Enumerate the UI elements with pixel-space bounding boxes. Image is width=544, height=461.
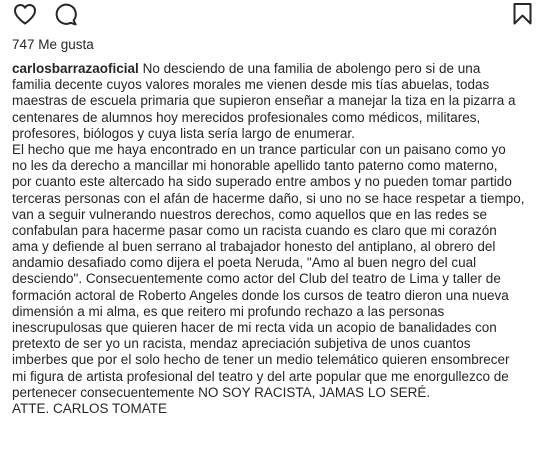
username-link[interactable]: carlosbarrazaoficial [12,61,139,76]
caption-line: van a seguir vulnerando nuestros derechos, como aquellos que en las redes se [12,206,488,222]
caption-line: pertenecer consecuentemente NO SOY RACISTA, JAMAS LO SERÉ. [12,384,431,400]
caption-line: mi figura de artista profesional del teatro y del arte popular que me enorgullezco de [12,368,509,384]
caption-text: No desciendo de una familia de abolengo pero si de una [138,61,481,76]
caption-line: familia decente cuyos valores morales me vienen desde mis tías abuelas, todas [12,77,490,93]
caption-line: pretexto de ser yo un racista, mendaz apreciación subjetiva de unos cuantos [12,336,471,352]
caption-line: dimensión a mi alma, es que reitero mi profundo rechazo a las personas [12,303,445,319]
caption-line: desciendo". Consecuentemente como actor del Club del teatro de Lima y taller de [12,271,501,287]
caption-line: formación actoral de Roberto Angeles donde los cursos de teatro dieron una nueva [12,287,509,303]
caption-line: El hecho que me haya encontrado en un trance particular con un paisano como yo [12,141,506,157]
caption-signature: ATTE. CARLOS TOMATE [12,400,168,416]
caption-line: maestras de escuela primaria que supieron enseñar a manejar la tiza en la pizarra a [12,93,516,109]
caption-line: confabulan para hacerme pasar como un racista cuando es claro que mi corazón [12,222,497,238]
like-count[interactable]: 747 Me gusta [12,37,94,52]
caption-line: no les da derecho a mancillar mi honorable apellido tanto paterno como materno, [12,158,498,174]
caption-line: inescrupulosas que quieren hacer de mi recta vida un acopio de banalidades con [12,320,497,335]
caption-line: imberbes que por el solo hecho de tener un medio telemático quieren ensombrecer [12,352,510,368]
caption-line: ama y defiende al buen serrano al trabajador honesto del antiplano, al obrero del [12,239,496,255]
caption-line: terceras personas con el afán de hacerme daño, si uno no se hace respetar a tiempo, [12,190,525,206]
caption-line: profesores, biólogos y cuya lista sería largo de enumerar. [12,125,355,141]
heart-icon[interactable] [12,1,38,27]
comment-bubble-icon[interactable] [53,1,79,27]
bookmark-icon[interactable] [510,1,536,27]
caption-line: centenares de alumnos hoy merecidos profesionales como médicos, militares, [12,109,481,125]
caption-line: por cuanto este altercado ha sido superado entre ambos y no pueden tomar partido [12,174,512,190]
post-caption [12,61,534,417]
caption-line: andamio desafiado como dijera el poeta Neruda, "Amo al buen negro del cual [12,255,477,271]
post-action-bar [0,0,544,30]
caption-line [12,61,534,77]
